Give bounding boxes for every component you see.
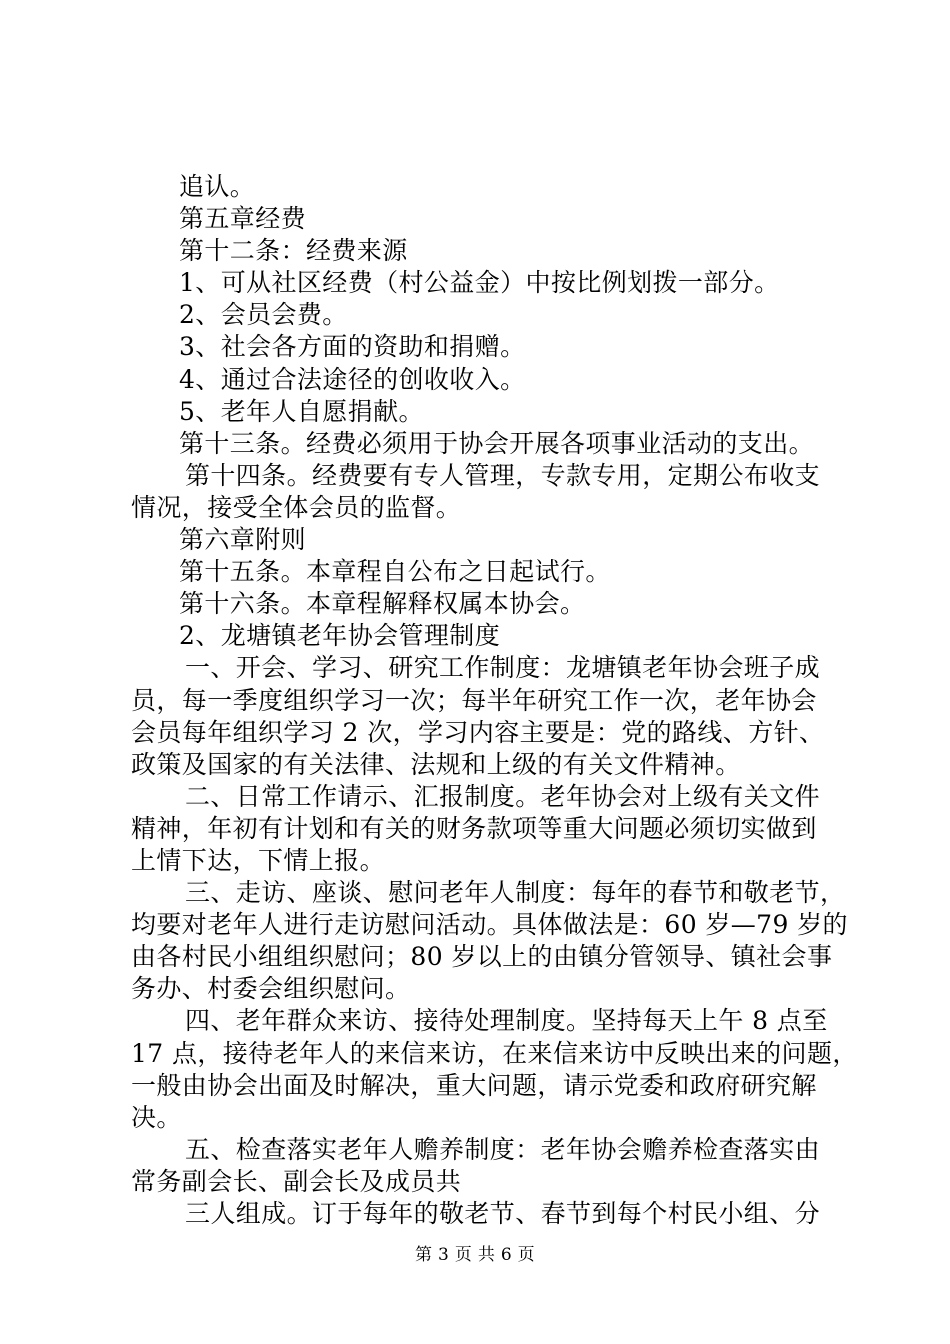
paragraph-line: 三人组成。订于每年的敬老节、春节到每个村民小组、分 bbox=[185, 1199, 821, 1228]
paragraph-line: 一、开会、学习、研究工作制度：龙塘镇老年协会班子成 bbox=[185, 653, 821, 683]
text-line: 政策及国家的有关法律、法规和上级的有关文件精神。 bbox=[131, 749, 741, 779]
list-item: 1、可从社区经费（村公益金）中按比例划拨一部分。 bbox=[179, 268, 780, 298]
text-line: 17 点，接待老年人的来信来访，在来信来访中反映出来的问题， bbox=[131, 1038, 858, 1068]
text-line: 一般由协会出面及时解决，重大问题，请示党委和政府研究解 bbox=[131, 1070, 817, 1100]
list-item: 4、通过合法途径的创收收入。 bbox=[179, 364, 526, 394]
text-line: 情况，接受全体会员的监督。 bbox=[131, 492, 462, 522]
document-body bbox=[131, 171, 858, 1230]
text-line: 员，每一季度组织学习一次；每半年研究工作一次，老年协会 bbox=[131, 685, 817, 715]
text-line: 常务副会长、副会长及成员共 bbox=[131, 1166, 462, 1196]
text-line: 追认。 bbox=[179, 172, 256, 201]
list-item: 3、社会各方面的资助和捐赠。 bbox=[179, 332, 526, 362]
section-heading: 2、龙塘镇老年协会管理制度 bbox=[179, 621, 501, 651]
text-line: 由各村民小组组织慰问；80 岁以上的由镇分管领导、镇社会事 bbox=[131, 942, 833, 972]
paragraph-line: 四、老年群众来访、接待处理制度。坚持每天上午 8 点至 bbox=[185, 1006, 828, 1036]
paragraph-line: 三、走访、座谈、慰问老年人制度：每年的春节和敬老节， bbox=[185, 878, 846, 908]
article-line: 第十六条。本章程解释权属本协会。 bbox=[179, 589, 586, 619]
article-line: 第十四条。经费要有专人管理，专款专用，定期公布收支 bbox=[185, 460, 821, 490]
text-line: 决。 bbox=[131, 1102, 182, 1132]
list-item: 2、会员会费。 bbox=[179, 300, 348, 330]
article-line: 第十五条。本章程自公布之日起试行。 bbox=[179, 557, 611, 587]
article-heading: 第十二条：经费来源 bbox=[179, 236, 408, 266]
chapter-heading: 第五章经费 bbox=[179, 204, 307, 234]
text-line: 均要对老年人进行走访慰问活动。具体做法是：60 岁—79 岁的 bbox=[131, 910, 848, 940]
text-line: 精神，年初有计划和有关的财务款项等重大问题必须切实做到 bbox=[131, 813, 817, 843]
text-line: 会员每年组织学习 2 次，学习内容主要是：党的路线、方针、 bbox=[131, 717, 825, 747]
paragraph-line: 五、检查落实老年人赡养制度：老年协会赡养检查落实由 bbox=[185, 1134, 821, 1164]
page-number: 第 3 页 共 6 页 bbox=[415, 1245, 535, 1265]
article-line: 第十三条。经费必须用于协会开展各项事业活动的支出。 bbox=[179, 428, 815, 458]
list-item: 5、老年人自愿捐献。 bbox=[179, 396, 424, 426]
chapter-heading: 第六章附则 bbox=[179, 525, 307, 555]
text-line: 务办、村委会组织慰问。 bbox=[131, 974, 411, 1004]
paragraph-line: 二、日常工作请示、汇报制度。老年协会对上级有关文件 bbox=[185, 781, 821, 811]
text-line: 上情下达，下情上报。 bbox=[131, 845, 386, 875]
